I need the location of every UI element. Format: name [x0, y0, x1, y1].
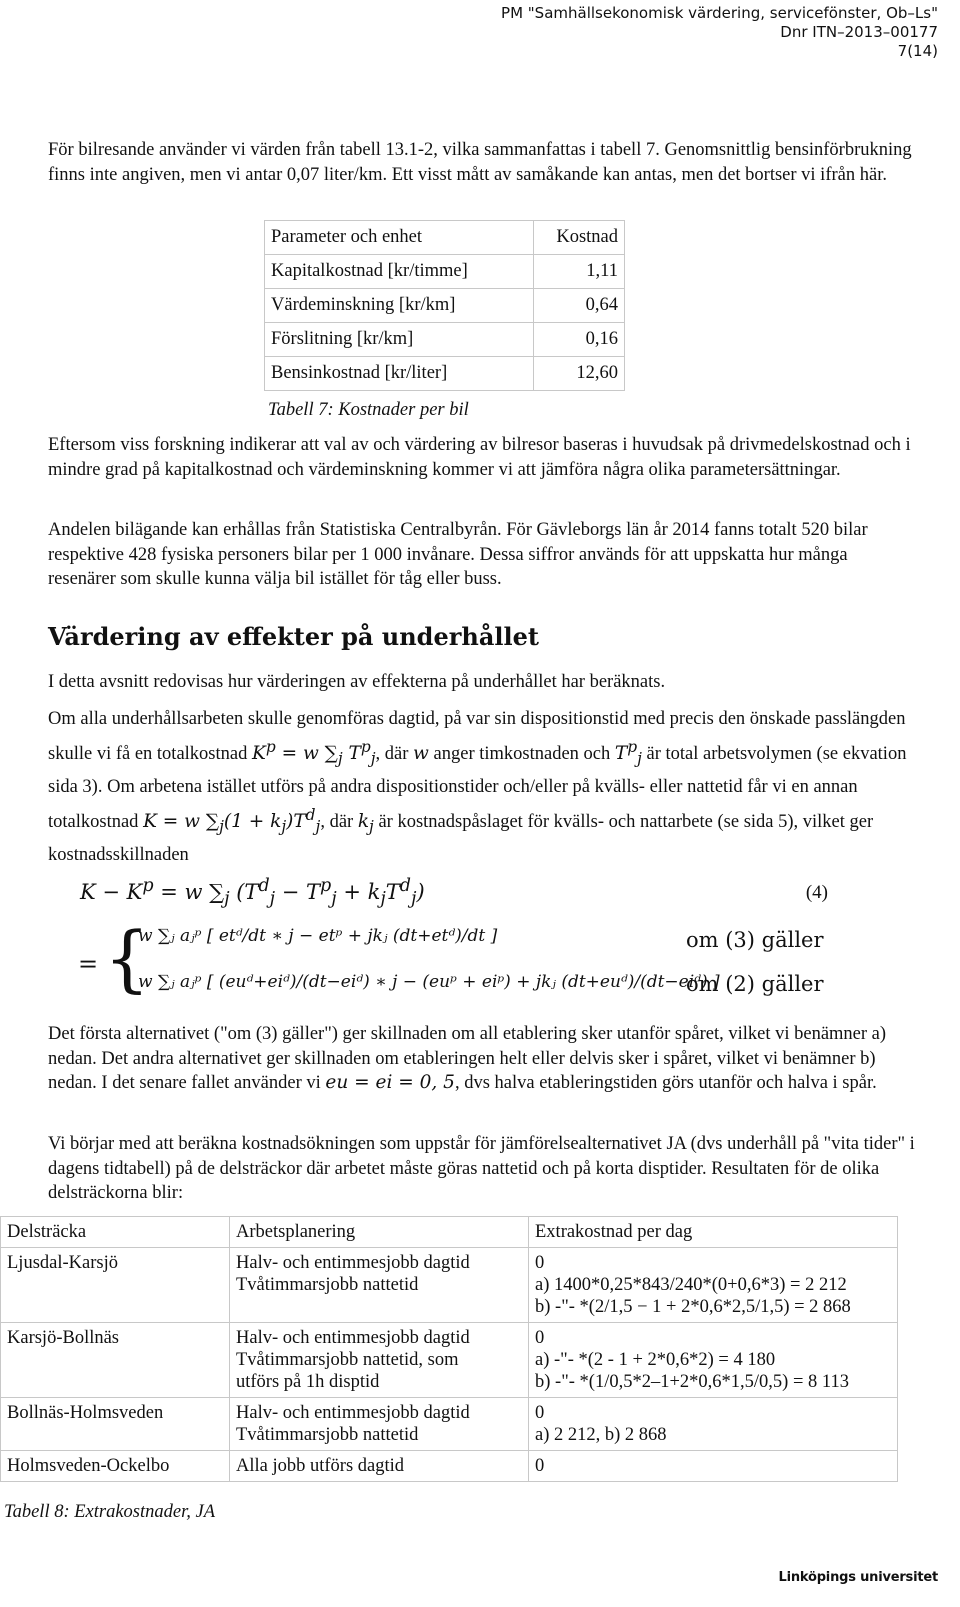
table-row: [265, 289, 625, 323]
equation-number: (4): [805, 882, 828, 903]
table-header-cell: Kostnad: [534, 221, 625, 255]
table-row: [1, 1451, 898, 1482]
university-logo: Linköpings universitet: [778, 1570, 938, 1585]
paragraph-research: Eftersom viss forskning indikerar att val av och värdering av bilresor baseras i huvudsak på drivmedelskostnad och i mindre grad på kapitalkostnad och värdeminskning kommer vi att jämföra några olika parametersättningar.: [48, 435, 911, 480]
table-cell: Halv- och entimmesjobb dagtid Tvåtimmarsjobb nattetid: [230, 1398, 529, 1451]
table-cell: 0,64: [534, 289, 625, 323]
paragraph-car-ownership: Andelen bilägande kan erhållas från Statistiska Centralbyrån. För Gävleborgs län år 2014 fanns totalt 520 bilar respektive 428 fysiska personers bilar per 1 000 invånare. Dessa siffror används för att uppskatta hur många resenärer som skulle kunna välja bil istället för tåg eller buss.: [48, 520, 868, 589]
table-cell: Bollnäs-Holmsveden: [1, 1398, 230, 1451]
table-cell: Kapitalkostnad [kr/timme]: [265, 255, 534, 289]
table-header-cell: Delsträcka: [1, 1217, 230, 1248]
table-header-cell: Parameter och enhet: [265, 221, 534, 255]
header-title: PM "Samhällsekonomisk värdering, servicefönster, Ob–Ls": [501, 4, 938, 22]
table-row: [1, 1248, 898, 1323]
paragraph-results-intro: Vi börjar med att beräkna kostnadsökningen som uppstår för jämförelsealternativet JA (dvs underhåll på "vita tider" i dagens tidtabell) på de delsträckor där arbetet måste göras nattetid och på korta disptider. Resultaten för de olika delsträckorna blir:: [48, 1134, 915, 1203]
paragraph-intro-maintenance: I detta avsnitt redovisas hur värderingen av effekterna på underhållet har beräknats.: [48, 672, 666, 692]
table-header-row: [265, 221, 625, 255]
equation-case-2: w ∑ⱼ aⱼᵖ [ (euᵈ+eiᵈ)/(dt−eiᵈ) ∗ j − (euᵖ + eiᵖ) + jkⱼ (dt+euᵈ)/(dt−eiᵈ) ]: [138, 972, 720, 992]
table-cell: Förslitning [kr/km]: [265, 323, 534, 357]
table-cell: Alla jobb utförs dagtid: [230, 1451, 529, 1482]
table-cell: Värdeminskning [kr/km]: [265, 289, 534, 323]
equation-case-1-condition: om (3) gäller: [686, 928, 824, 952]
equation-case-1: w ∑ⱼ aⱼᵖ [ etᵈ/dt ∗ j − etᵖ + jkⱼ (dt+etᵈ)/dt ]: [138, 926, 498, 946]
table-cell: 0 a) 2 212, b) 2 868: [529, 1398, 898, 1451]
table-cell: 12,60: [534, 357, 625, 391]
table-7: [264, 220, 625, 391]
table-row: [265, 323, 625, 357]
table-cell: Holmsveden-Ockelbo: [1, 1451, 230, 1482]
table-cell: 0,16: [534, 323, 625, 357]
table-cell: Ljusdal-Karsjö: [1, 1248, 230, 1323]
table-cell: 0 a) 1400*0,25*843/240*(0+0,6*3) = 2 212 b) -"- *(2/1,5 − 1 + 2*0,6*2,5/1,5) = 2 868: [529, 1248, 898, 1323]
table-cell: Bensinkostnad [kr/liter]: [265, 357, 534, 391]
page-header: [501, 4, 938, 61]
paragraph-total-cost: Om alla underhållsarbeten skulle genomföras dagtid, på var sin dispositionstid med precis den önskade passlängden skulle vi få en totalkostnad $K^p = w$ $\sum_j$ $T^p_j$, där w anger timkostnaden och $T^p_j$ är total arbetsvolymen (se ekvation sida 3). Om arbetena istället utförs på andra dispositionstider och/eller på kvälls- eller nattetid får vi en annan totalkostnad K = w $\sum_j(1 + k_j)T^d_j$, där $k_j$ är kostnadspåslaget för kvälls- och nattarbete (se sida 5), vilket ger kostnadsskillnaden: [48, 709, 907, 865]
table-row: [1, 1398, 898, 1451]
table-header-cell: Arbetsplanering: [230, 1217, 529, 1248]
table-cell: Karsjö-Bollnäs: [1, 1323, 230, 1398]
left-brace: {: [104, 916, 150, 1000]
intro-paragraph: För bilresande använder vi värden från tabell 13.1-2, vilka sammanfattas i tabell 7. Genomsnittlig bensinförbrukning finns inte angiven, men vi antar 0,07 liter/km. Ett visst mått av samåkande kan antas, men det bortser vi ifrån här.: [48, 140, 912, 185]
header-dnr: Dnr ITN–2013–00177: [780, 23, 938, 41]
table-row: [265, 357, 625, 391]
table-cell: 0: [529, 1451, 898, 1482]
equation-case-2-condition: om (2) gäller: [686, 972, 824, 996]
table-cell: Halv- och entimmesjobb dagtid Tvåtimmarsjobb nattetid: [230, 1248, 529, 1323]
table-8: [0, 1216, 898, 1482]
section-heading: Värdering av effekter på underhållet: [48, 622, 539, 651]
paragraph-alternatives: Det första alternativet ("om (3) gäller") ger skillnaden om all etablering sker utanför spåret, vilket vi benämner a) nedan. Det andra alternativet ger skillnaden om etableringen helt eller delvis sker i spåret, vilket vi benämner b) nedan. I det senare fallet använder vi eu = ei = 0, 5, dvs halva etableringstiden görs utanför och halva i spår.: [48, 1024, 887, 1093]
table-header-row: [1, 1217, 898, 1248]
table-cell: 0 a) -"- *(2 - 1 + 2*0,6*2) = 4 180 b) -"- *(1/0,5*2–1+2*0,6*1,5/0,5) = 8 113: [529, 1323, 898, 1398]
table-cell: 1,11: [534, 255, 625, 289]
table-row: [1, 1323, 898, 1398]
header-page-number: 7(14): [897, 42, 938, 60]
equation-line-1: $K - K^p = w$ $\sum_j$ $(T^d_j - T^p_j + k_jT^d_j)$: [80, 876, 425, 910]
table-row: [265, 255, 625, 289]
equals-sign: =: [78, 950, 99, 978]
table-8-caption: Tabell 8: Extrakostnader, JA: [4, 1502, 216, 1522]
table-7-caption: Tabell 7: Kostnader per bil: [268, 400, 469, 420]
table-header-cell: Extrakostnad per dag: [529, 1217, 898, 1248]
table-cell: Halv- och entimmesjobb dagtid Tvåtimmarsjobb nattetid, som utförs på 1h disptid: [230, 1323, 529, 1398]
